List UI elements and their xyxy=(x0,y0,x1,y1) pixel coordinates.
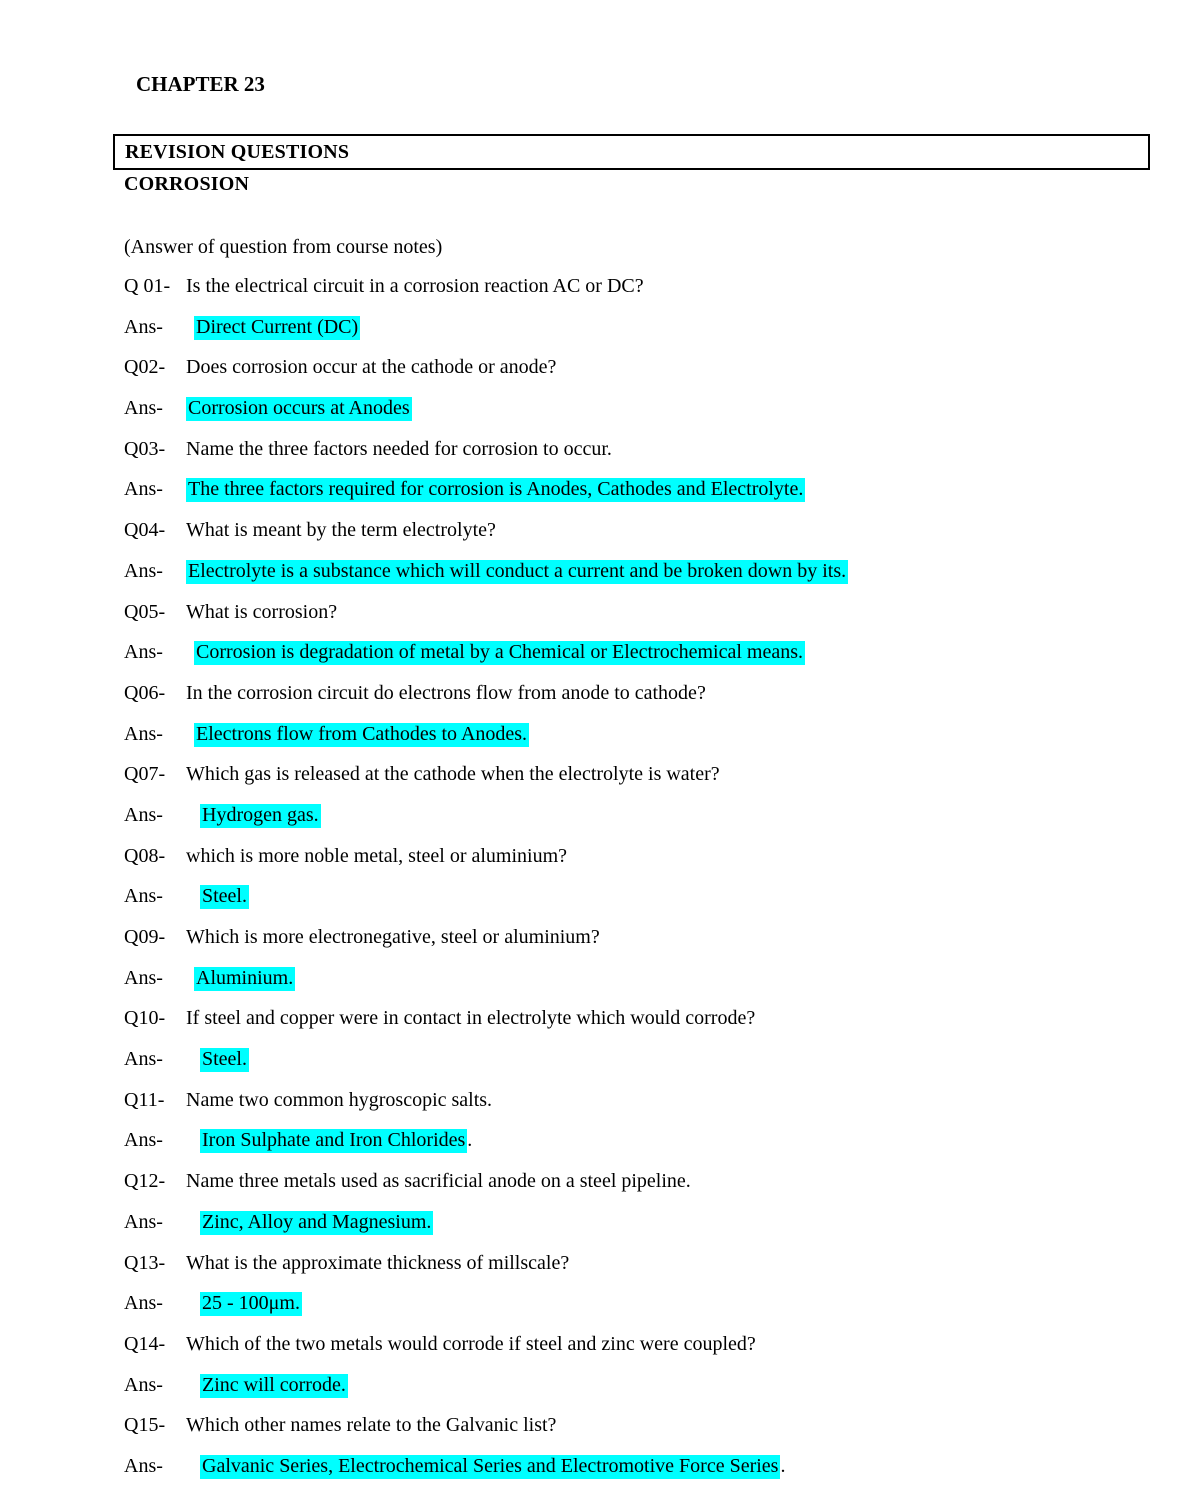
answer-label: Ans- xyxy=(124,1373,163,1396)
answer-highlight: Zinc will corrode. xyxy=(202,1373,346,1396)
answer-label: Ans- xyxy=(124,803,163,826)
answer-label: Ans- xyxy=(124,1048,163,1071)
question-label: Q09- xyxy=(124,926,166,948)
answer-line xyxy=(124,558,1174,599)
answer-highlight: The three factors required for corrosion is Anodes, Cathodes and Electrolyte. xyxy=(188,478,804,501)
answer-label: Ans- xyxy=(124,559,163,582)
question-text: What is the approximate thickness of millscale? xyxy=(186,1251,570,1274)
answer-label: Ans- xyxy=(124,966,163,989)
question-label: Q12- xyxy=(124,1170,166,1193)
answer-label: Ans- xyxy=(124,397,163,420)
chapter-heading: CHAPTER 23 xyxy=(136,72,265,96)
answer-highlight: Corrosion occurs at Anodes xyxy=(188,397,410,420)
answer-line xyxy=(124,639,1174,680)
question-text: Name two common hygroscopic salts. xyxy=(186,1088,493,1111)
question-text: What is meant by the term electrolyte? xyxy=(186,519,496,542)
question-line xyxy=(124,843,1174,884)
question-text: which is more noble metal, steel or aluminium? xyxy=(186,844,568,867)
answer-label: Ans- xyxy=(124,1210,163,1233)
answer-highlight: Corrosion is degradation of metal by a Chemical or Electrochemical means. xyxy=(196,641,804,664)
question-label: Q 01- xyxy=(124,275,171,297)
answer-highlight: Steel. xyxy=(202,885,247,908)
answer-highlight: Aluminium. xyxy=(196,966,294,989)
question-label: Q08- xyxy=(124,844,166,867)
question-label: Q15- xyxy=(124,1414,166,1437)
question-label: Q07- xyxy=(124,763,166,786)
question-label: Q04- xyxy=(124,519,166,542)
question-line xyxy=(124,273,1174,314)
answer-line xyxy=(124,883,1174,924)
answer-label: Ans- xyxy=(124,885,163,908)
question-text: Is the electrical circuit in a corrosion reaction AC or DC? xyxy=(186,275,644,297)
question-line xyxy=(124,517,1174,558)
question-text: What is corrosion? xyxy=(186,600,338,623)
answer-line xyxy=(124,721,1174,762)
answer-line xyxy=(124,314,1174,355)
course-notes-note: (Answer of question from course notes) xyxy=(124,236,443,258)
answer-highlight: Hydrogen gas. xyxy=(202,803,319,826)
answer-line xyxy=(124,1290,1174,1331)
question-label: Q11- xyxy=(124,1088,165,1111)
question-text: Which is more electronegative, steel or aluminium? xyxy=(186,926,600,948)
question-text: Which other names relate to the Galvanic list? xyxy=(186,1414,557,1437)
answer-highlight: 25 - 100μm. xyxy=(202,1292,300,1315)
answer-label: Ans- xyxy=(124,1129,163,1152)
question-label: Q05- xyxy=(124,600,166,623)
answer-tail: . xyxy=(780,1454,786,1477)
answer-line xyxy=(124,802,1174,843)
question-line xyxy=(124,1331,1174,1372)
question-line xyxy=(124,761,1174,802)
question-line xyxy=(124,680,1174,721)
answer-line xyxy=(124,1046,1174,1087)
question-label: Q03- xyxy=(124,437,166,460)
question-line xyxy=(124,354,1174,395)
answer-highlight: Electrolyte is a substance which will conduct a current and be broken down by its. xyxy=(188,559,847,582)
question-label: Q06- xyxy=(124,681,166,704)
answer-line xyxy=(124,1209,1174,1250)
answer-highlight: Zinc, Alloy and Magnesium. xyxy=(202,1210,432,1233)
question-text: In the corrosion circuit do electrons flow from anode to cathode? xyxy=(186,681,706,704)
question-label: Q02- xyxy=(124,356,166,379)
answer-highlight: Galvanic Series, Electrochemical Series and Electromotive Force Series xyxy=(202,1454,779,1477)
question-line xyxy=(124,924,1174,965)
question-line xyxy=(124,1005,1174,1046)
revision-questions-title: REVISION QUESTIONS xyxy=(125,141,350,163)
question-label: Q10- xyxy=(124,1007,166,1030)
question-line xyxy=(124,1087,1174,1128)
answer-label: Ans- xyxy=(124,1454,163,1477)
answer-label: Ans- xyxy=(124,1292,163,1315)
answer-line xyxy=(124,965,1174,1006)
revision-questions-box xyxy=(113,134,1150,170)
question-text: Name three metals used as sacrificial anode on a steel pipeline. xyxy=(186,1170,691,1193)
question-text: Name the three factors needed for corrosion to occur. xyxy=(186,437,612,460)
question-line xyxy=(124,1168,1174,1209)
question-text: If steel and copper were in contact in electrolyte which would corrode? xyxy=(186,1007,756,1030)
answer-line xyxy=(124,1453,1174,1494)
question-line xyxy=(124,1250,1174,1291)
answer-line xyxy=(124,476,1174,517)
question-line xyxy=(124,436,1174,477)
answer-line xyxy=(124,1127,1174,1168)
answer-line xyxy=(124,1372,1174,1413)
answer-highlight: Direct Current (DC) xyxy=(196,315,359,338)
question-line xyxy=(124,1412,1174,1453)
answer-label: Ans- xyxy=(124,478,163,501)
question-text: Which gas is released at the cathode when the electrolyte is water? xyxy=(186,763,720,786)
question-label: Q14- xyxy=(124,1332,166,1355)
answer-tail: . xyxy=(467,1129,473,1152)
answer-highlight: Iron Sulphate and Iron Chlorides xyxy=(202,1129,466,1152)
answer-line xyxy=(124,395,1174,436)
answer-label: Ans- xyxy=(124,722,163,745)
question-text: Which of the two metals would corrode if steel and zinc were coupled? xyxy=(186,1332,756,1355)
question-line xyxy=(124,599,1174,640)
section-title: CORROSION xyxy=(124,173,250,195)
question-answer-list xyxy=(124,273,1174,1494)
answer-label: Ans- xyxy=(124,641,163,664)
answer-highlight: Electrons flow from Cathodes to Anodes. xyxy=(196,722,528,745)
answer-label: Ans- xyxy=(124,315,163,338)
answer-highlight: Steel. xyxy=(202,1048,247,1071)
question-text: Does corrosion occur at the cathode or anode? xyxy=(186,356,557,379)
question-label: Q13- xyxy=(124,1251,166,1274)
